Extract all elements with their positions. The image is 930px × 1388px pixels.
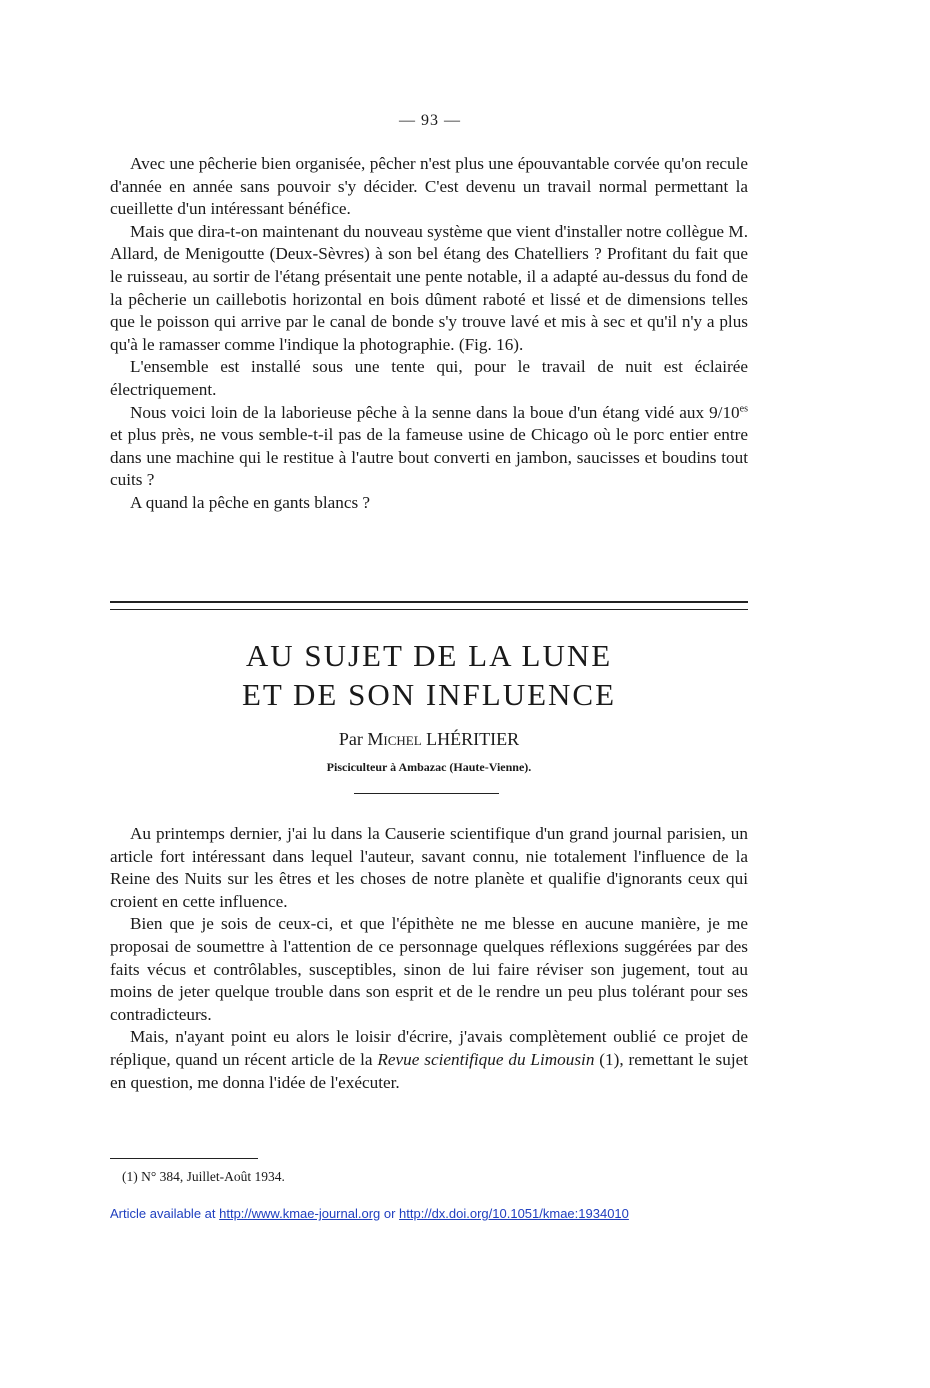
paragraph	[110, 402, 748, 492]
section-divider	[110, 601, 748, 610]
paragraph	[110, 1026, 748, 1094]
availability-middle: or	[380, 1206, 400, 1221]
footnote: (1) N° 384, Juillet-Août 1934.	[122, 1169, 285, 1184]
article-title	[110, 636, 748, 714]
availability-prefix: Article available at	[110, 1206, 220, 1221]
title-line: ET DE SON INFLUENCE	[241, 677, 617, 712]
top-section-text	[110, 153, 748, 515]
superscript: es	[739, 402, 748, 414]
page-number: — 93 —	[399, 112, 461, 129]
journal-link[interactable]: http://www.kmae-journal.org	[219, 1206, 381, 1221]
byline-prefix: Par	[338, 729, 363, 749]
paragraph: Mais que dira-t-on maintenant du nouveau système que vient d'installer notre collègue M. Allard, de Menigoutte (Deux-Sèvres) à son bel étang des Chatelliers ? Profitant du fait que le ruisseau, au sortir de l'étang présentait une pente notable, il a adapté au-dessus du fond de la pêcherie un caillebotis horizontal en bois dûment raboté et lissé et de dimensions telles que le poisson qui arrive par le canal de bonde s'y trouve lavé et mis à sec et qu'il n'y a plus qu'à le ramasser comme l'indique la photographie. (Fig. 16).	[110, 221, 748, 354]
footnote-divider	[110, 1158, 258, 1159]
paragraph-text: Mais, n'ayant point eu alors le loisir d'écrire, j'avais complètement oublié ce projet de réplique, quand un récent article de la	[110, 1027, 748, 1069]
paragraph: L'ensemble est installé sous une tente qui, pour le travail de nuit est éclairée électriquement.	[110, 357, 748, 399]
title-line: AU SUJET DE LA LUNE	[245, 638, 613, 673]
availability-notice	[110, 1206, 629, 1221]
byline	[110, 729, 748, 750]
author-first-name: Michel	[367, 729, 422, 749]
paragraph-text: et plus près, ne vous semble-t-il pas de la fameuse usine de Chicago où le porc entier entre dans une machine qui le restitue à l'autre bout converti en jambon, saucisses et boudins tout cuits ?	[110, 425, 748, 490]
paragraph: A quand la pêche en gants blancs ?	[130, 492, 371, 512]
doi-link[interactable]: http://dx.doi.org/10.1051/kmae:1934010	[399, 1206, 629, 1221]
paragraph: Avec une pêcherie bien organisée, pêcher n'est plus une épouvantable corvée qu'on recule d'année en année sans pouvoir s'y décider. C'est devenu un travail normal permettant la cueillette d'un intéressant bénéfice.	[110, 154, 748, 219]
paragraph: Au printemps dernier, j'ai lu dans la Causerie scientifique d'un grand journal parisien, un article fort intéressant dans lequel l'auteur, savant connu, nie totalement l'influence de la Reine des Nuits sur les êtres et les choses de notre planète et qualifie d'ignorants ceux qui croient en cette influence.	[110, 824, 748, 911]
author-affiliation: Pisciculteur à Ambazac (Haute-Vienne).	[326, 760, 532, 774]
title-divider	[354, 793, 499, 794]
author-last-name: LHÉRITIER	[426, 729, 520, 749]
journal-title: Revue scientifique du Limousin	[377, 1049, 595, 1069]
paragraph: Bien que je sois de ceux-ci, et que l'épithète ne me blesse en aucune manière, je me proposai de soumettre à l'attention de ce personnage quelques réflexions suggérées par des faits vécus et contrôlables, susceptibles, sinon de lui faire réviser son jugement, tout au moins de jeter quelque trouble dans son esprit et de le rendre un peu plus tolérant pour ses contradicteurs.	[110, 914, 748, 1024]
article-body	[110, 823, 748, 1094]
paragraph-text: (1), remettant le sujet en question, me donna l'idée de l'exécuter.	[110, 1049, 748, 1092]
paragraph-text: Nous voici loin de la laborieuse pêche à la senne dans la boue d'un étang vidé aux 9/10	[130, 402, 740, 422]
